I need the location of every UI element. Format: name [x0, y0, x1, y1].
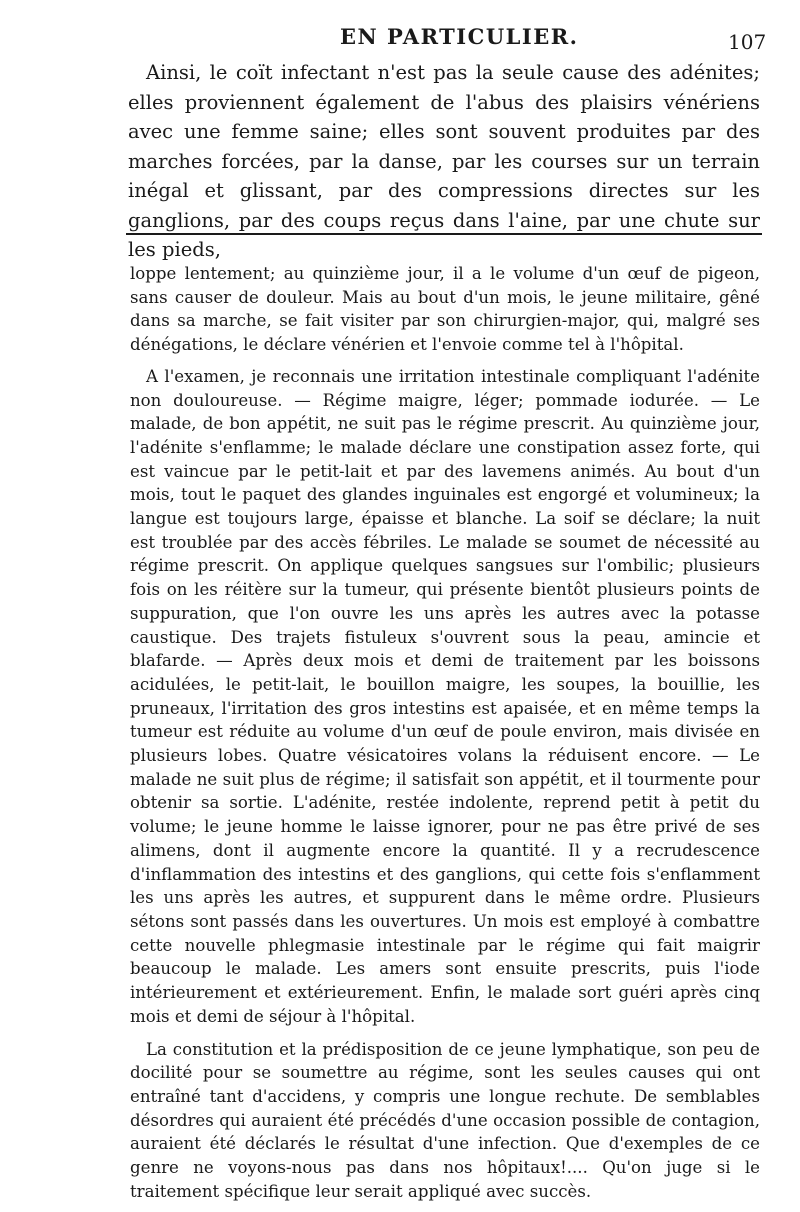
- observation-paragraph: loppe lentement; au quinzième jour, il a le volume d'un œuf de pigeon, sans causer de douleur. Mais au bout d'un mois, le jeune militaire, gêné dans sa marche, se fait visiter par son chirurgien-major, qui, malgré ses dénégations, le déclare vénérien et l'envoie comme tel à l'hôpital.: [130, 264, 760, 355]
- page-header: [0, 24, 800, 54]
- observation-paragraph: A l'examen, je reconnais une irritation intestinale compliquant l'adénite non douloureuse. — Régime maigre, léger; pommade iodurée. — Le malade, de bon appétit, ne suit pas le régime prescrit. Au quinzième jour, l'adénite s'enflamme; le malade déclare une constipation assez forte, qui est vaincue par le petit-lait et par des lavemens animés. Au bout d'un mois, tout le paquet des glandes inguinales est engorgé et volumineux; la langue est toujours large, épaisse et blanche. La soif se déclare; la nuit est troublée par des accès fébriles. Le malade se soumet de nécessité au régime prescrit. On applique quelques sangsues sur l'ombilic; plusieurs fois on les réitère sur la tumeur, qui présente bientôt plusieurs points de suppuration, que l'on ouvre les uns après les autres avec la potasse caustique. Des trajets fistuleux s'ouvrent sous la peau, amincie et blafarde. — Après deux mois et demi de traitement par les boissons acidulées, le petit-lait, le bouillon maigre, les soupes, la bouillie, les pruneaux, l'irritation des gros intestins est apaisée, et en même temps la tumeur est réduite au volume d'un œuf de poule environ, mais divisée en plusieurs lobes. Quatre vésicatoires volans la réduisent encore. — Le malade ne suit plus de régime; il satisfait son appétit, et il tourmente pour obtenir sa sortie. L'adénite, restée indolente, reprend petit à petit du volume; le jeune homme le laisse ignorer, pour ne pas être privé de ses alimens, dont il augmente encore la quantité. Il y a recrudescence d'inflammation des intestins et des ganglions, qui cette fois s'enflamment les uns après les autres, et suppurent dans le même ordre. Plusieurs sétons sont passés dans les ouvertures. Un mois est employé à combattre cette nouvelle phlegmasie intestinale par le régime qui fait maigrir beaucoup le malade. Les amers sont ensuite prescrits, puis l'iode intérieurement et extérieurement. Enfin, le malade sort guéri après cinq mois et demi de séjour à l'hôpital.: [130, 366, 760, 1026]
- running-title: EN PARTICULIER.: [340, 24, 579, 49]
- footnote-divider: [126, 233, 762, 235]
- observation-text: [130, 262, 760, 1212]
- page-number: 107: [728, 30, 767, 54]
- main-paragraph: Ainsi, le coït infectant n'est pas la seule cause des adénites; elles proviennent également de l'abus des plaisirs vénériens avec une femme saine; elles sont souvent produites par des marches forcées, par la danse, par les courses sur un terrain inégal et glissant, par des compressions directes sur les ganglions, par des coups reçus dans l'aine, par une chute sur les pieds,: [128, 61, 760, 261]
- observation-paragraph: La constitution et la prédisposition de ce jeune lymphatique, son peu de docilité pour se soumettre au régime, sont les seules causes qui ont entraîné tant d'accidens, y compris une longue rechute. De semblables désordres qui auraient été précédés d'une occasion possible de contagion, auraient été déclarés le résultat d'une infection. Que d'exemples de ce genre ne voyons-nous pas dans nos hôpitaux!.... Qu'on juge si le traitement spécifique leur serait appliqué avec succès.: [130, 1039, 760, 1201]
